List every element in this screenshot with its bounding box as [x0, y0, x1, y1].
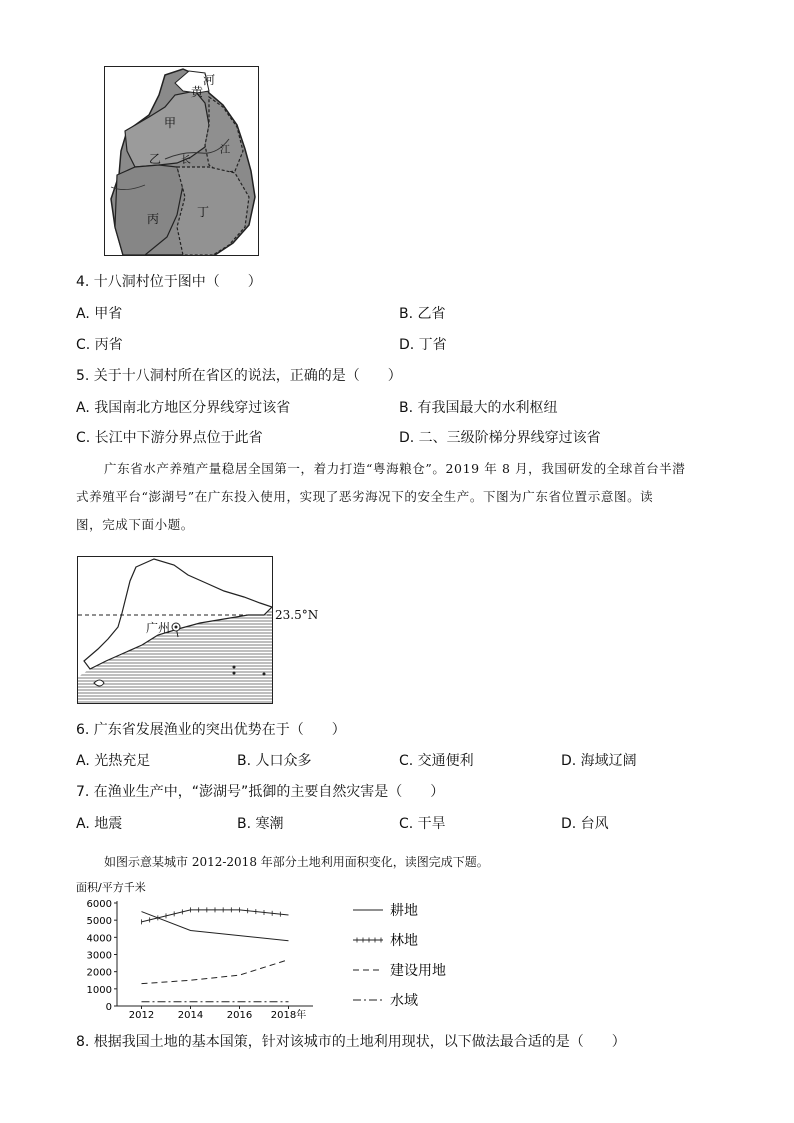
y-tick-label: 4000 [86, 933, 112, 945]
guangdong-map [77, 556, 273, 704]
y-axis-label: 面积/平方千米 [76, 881, 146, 894]
map-label-jia: 甲 [164, 116, 177, 130]
q4-option-a[interactable]: A. 甲省 [76, 306, 123, 322]
map-label-he: 河 [203, 73, 216, 87]
question-4-stem: 4. 十八洞村位于图中（ ） [76, 274, 262, 290]
passage-line-3: 图，完成下面小题。 [76, 517, 194, 532]
guangdong-map-shapes [78, 557, 272, 703]
q5-option-b[interactable]: B. 有我国最大的水利枢纽 [399, 400, 558, 416]
q6-option-b[interactable]: B. 人口众多 [237, 753, 312, 769]
question-8-stem: 8. 根据我国土地的基本国策，针对该城市的土地利用现状，以下做法最合适的是（ ） [76, 1034, 626, 1050]
legend-label-3: 水域 [390, 993, 418, 1009]
passage-line-1: 广东省水产养殖产量稳居全国第一，着力打造“粤海粮仓”。2019 年 8 月，我国研发的全球首台半潜 [104, 461, 686, 476]
x-tick-label: 2012 [128, 1010, 155, 1021]
map-label-chang: 长 [181, 155, 191, 166]
q7-option-d[interactable]: D. 台风 [561, 816, 609, 832]
map-label-huang: 黄 [191, 85, 204, 99]
q4-option-b[interactable]: B. 乙省 [399, 306, 446, 322]
question-5-stem: 5. 关于十八洞村所在省区的说法，正确的是（ ） [76, 368, 402, 384]
series-line-0 [142, 912, 289, 941]
q5-option-a[interactable]: A. 我国南北方地区分界线穿过该省 [76, 400, 291, 416]
q6-option-a[interactable]: A. 光热充足 [76, 753, 151, 769]
q7-option-c[interactable]: C. 干旱 [399, 816, 446, 832]
y-tick-label: 0 [105, 1002, 112, 1013]
y-tick-label: 5000 [86, 916, 112, 928]
legend-label-1: 林地 [390, 933, 418, 949]
map-label-bing: 丙 [147, 212, 160, 226]
q5-option-c[interactable]: C. 长江中下游分界点位于此省 [76, 430, 263, 446]
land-use-chart [70, 876, 470, 1026]
passage-guangdong [76, 455, 726, 539]
x-tick-label: 2018年 [270, 1010, 307, 1021]
q6-option-c[interactable]: C. 交通便利 [399, 753, 474, 769]
y-tick-label: 6000 [86, 899, 112, 910]
map-label-guangzhou: 广州 [146, 621, 171, 635]
series-line-2 [142, 960, 289, 984]
q7-option-b[interactable]: B. 寒潮 [237, 816, 284, 832]
q4-option-d[interactable]: D. 丁省 [399, 337, 447, 353]
y-tick-label: 1000 [86, 984, 112, 996]
x-tick-label: 2014 [177, 1010, 204, 1021]
passage-line-2: 式养殖平台“澎湖号”在广东投入使用，实现了恶劣海况下的安全生产。下图为广东省位置示意图。读 [76, 489, 654, 504]
x-tick-label: 2016 [226, 1010, 253, 1021]
map-label-jiang: 江 [220, 145, 230, 156]
q7-option-a[interactable]: A. 地震 [76, 816, 123, 832]
map-label-ding: 丁 [197, 205, 210, 219]
legend-label-0: 耕地 [390, 903, 418, 919]
legend-label-2: 建设用地 [390, 963, 446, 979]
y-tick-label: 2000 [86, 967, 112, 979]
tropic-label: 23.5°N [275, 608, 319, 622]
province-map [104, 66, 259, 256]
q5-option-d[interactable]: D. 二、三级阶梯分界线穿过该省 [399, 430, 601, 446]
question-6-stem: 6. 广东省发展渔业的突出优势在于（ ） [76, 722, 346, 738]
map-label-yi: 乙 [149, 152, 162, 166]
passage-land-use: 如图示意某城市 2012-2018 年部分土地利用面积变化，读图完成下题。 [104, 855, 489, 869]
q6-option-d[interactable]: D. 海域辽阔 [561, 753, 637, 769]
question-7-stem: 7. 在渔业生产中，“澎湖号”抵御的主要自然灾害是（ ） [76, 784, 445, 800]
y-tick-label: 3000 [86, 950, 112, 962]
q4-option-c[interactable]: C. 丙省 [76, 337, 123, 353]
